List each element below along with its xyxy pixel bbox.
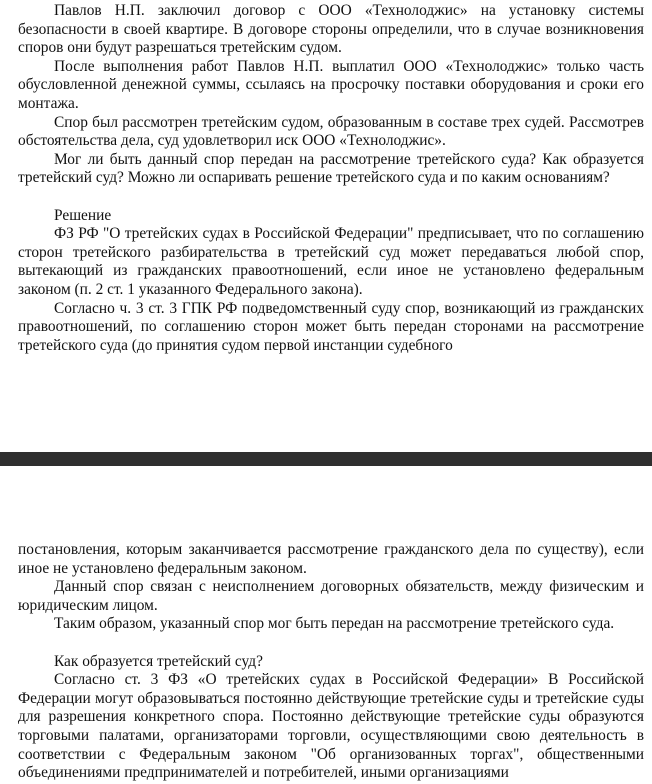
document-page-2 bbox=[0, 466, 652, 784]
solution-paragraph-2: Согласно ч. 3 ст. 3 ГПК РФ подведомственный суду спор, возникающий из гражданских правоотношений, по соглашению сторон может быть передан сторонами на рассмотрение третейского суда (до принятия судом первой инстанции судебного bbox=[18, 299, 644, 354]
question-heading: Как образуется третейский суд? bbox=[54, 652, 263, 670]
case-paragraph-3: Спор был рассмотрен третейским судом, образованным в составе трех судей. Рассмотрев обстоятельства дела, суд удовлетворил иск ООО «Технолоджис». bbox=[18, 113, 644, 150]
blank-line bbox=[18, 634, 644, 653]
case-paragraph-2: После выполнения работ Павлов Н.П. выплатил ООО «Технолоджис» только часть обусловленной денежной суммы, ссылаясь на просрочку поставки оборудования и сроки его монтажа. bbox=[18, 57, 644, 112]
conclusion-paragraph-1: Данный спор связан с неисполнением договорных обязательств, между физическим и юридическим лицом. bbox=[18, 578, 644, 614]
blank-line bbox=[18, 188, 644, 207]
solution-heading: Решение bbox=[54, 206, 112, 224]
page-separator bbox=[0, 452, 652, 466]
conclusion-paragraph-2: Таким образом, указанный спор мог быть передан на рассмотрение третейского суда. bbox=[54, 615, 615, 633]
solution-paragraph-1: ФЗ РФ "О третейских судах в Российской Федерации" предписывает, что по соглашению сторон третейского разбирательства в третейский суд может передаваться любой спор, вытекающий из гражданских правоотношений, если иное не установлено федеральным законом (п. 2 ст. 1 указанного Федерального закона). bbox=[18, 225, 644, 298]
answer-paragraph: Согласно ст. 3 ФЗ «О третейских судах в Российской Федерации» В Российской Федерации могут образовываться постоянно действующие третейские суды и третейские суды для разрешения конкретного спора. Постоянно действующие третейские суды образуются торговыми палатами, организаторами торговли, осуществляющими свою деятельность в соответствии с Федеральным законом "Об организованных торгах", общественными объединениями предпринимателей и потребителей, иными организациями bbox=[18, 671, 644, 782]
case-questions: Мог ли быть данный спор передан на рассмотрение третейского суда? Как образуется третейский суд? Можно ли оспаривать решение третейского суда и по каким основаниям? bbox=[18, 150, 644, 187]
continuation-paragraph: постановления, которым заканчивается рассмотрение гражданского дела по существу), если иное не установлено федеральным законом. bbox=[18, 541, 644, 577]
case-paragraph-1: Павлов Н.П. заключил договор с ООО «Технолоджис» на установку системы безопасности в своей квартире. В договоре стороны определили, что в случае возникновения споров они будут разрешаться третейским судом. bbox=[18, 2, 644, 57]
